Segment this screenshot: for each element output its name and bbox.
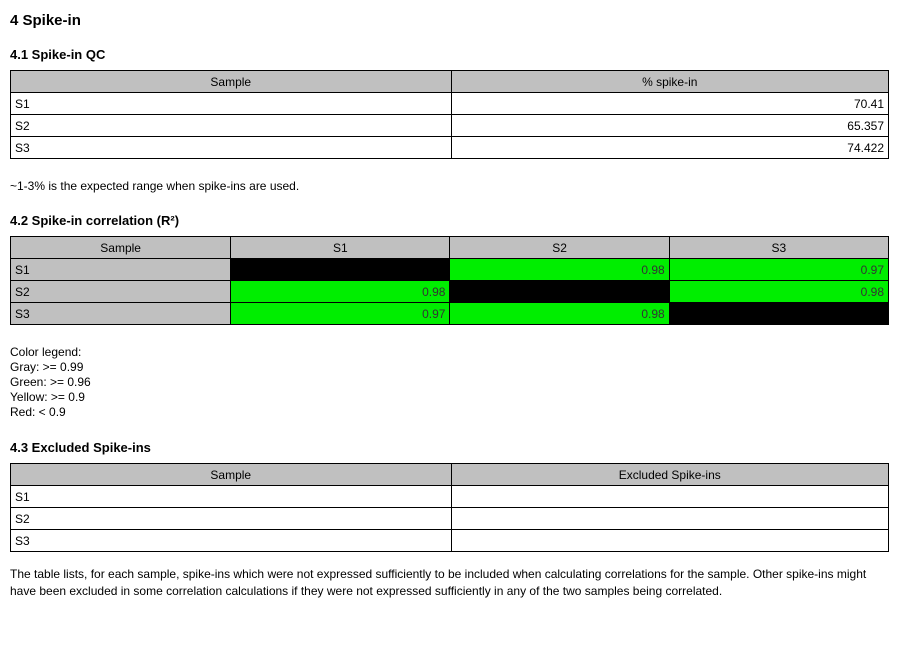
cell-sample: S2 <box>11 281 231 303</box>
table-row <box>11 508 889 530</box>
cell-excluded-spike-ins <box>451 508 889 530</box>
cell-spike-in-pct: 74.422 <box>451 137 889 159</box>
qc-section-title: 4.1 Spike-in QC <box>10 47 106 62</box>
table-row <box>11 486 889 508</box>
table-row <box>11 303 889 325</box>
column-header-s3: S3 <box>669 237 888 259</box>
cell-sample: S1 <box>11 259 231 281</box>
legend-entry-yellow: Yellow: >= 0.9 <box>10 390 85 404</box>
column-header-s1: S1 <box>231 237 450 259</box>
table-row <box>11 530 889 552</box>
cell-sample: S3 <box>11 303 231 325</box>
color-legend <box>10 345 909 420</box>
table-header-row <box>11 71 889 93</box>
cell-spike-in-pct: 70.41 <box>451 93 889 115</box>
table-row <box>11 115 889 137</box>
cell-sample: S2 <box>11 115 452 137</box>
cell-correlation: 0.98 <box>669 281 888 303</box>
legend-title: Color legend: <box>10 345 82 359</box>
cell-sample: S2 <box>11 508 452 530</box>
cell-spike-in-pct: 65.357 <box>451 115 889 137</box>
cell-correlation: 0.97 <box>669 259 888 281</box>
table-row <box>11 93 889 115</box>
cell-correlation: 0.98 <box>450 303 669 325</box>
cell-sample: S3 <box>11 137 452 159</box>
cell-sample: S3 <box>11 530 452 552</box>
column-header-sample: Sample <box>11 237 231 259</box>
column-header-spike-in-pct: % spike-in <box>451 71 889 93</box>
legend-entry-red: Red: < 0.9 <box>10 405 66 419</box>
cell-sample: S1 <box>11 486 452 508</box>
excluded-spike-ins-table <box>10 463 889 552</box>
excluded-section-title: 4.3 Excluded Spike-ins <box>10 440 151 455</box>
cell-correlation <box>231 259 450 281</box>
cell-correlation: 0.97 <box>231 303 450 325</box>
table-row <box>11 137 889 159</box>
cell-excluded-spike-ins <box>451 530 889 552</box>
cell-correlation: 0.98 <box>450 259 669 281</box>
correlation-section-title: 4.2 Spike-in correlation (R²) <box>10 213 180 228</box>
table-row <box>11 281 889 303</box>
legend-entry-green: Green: >= 0.96 <box>10 375 91 389</box>
column-header-s2: S2 <box>450 237 669 259</box>
table-header-row <box>11 237 889 259</box>
cell-correlation <box>669 303 888 325</box>
legend-entry-gray: Gray: >= 0.99 <box>10 360 84 374</box>
spike-in-correlation-table <box>10 236 889 325</box>
page-title: 4 Spike-in <box>10 12 81 29</box>
qc-note: ~1-3% is the expected range when spike-ins are used. <box>10 179 300 193</box>
cell-sample: S1 <box>11 93 452 115</box>
column-header-excluded-spike-ins: Excluded Spike-ins <box>451 464 889 486</box>
cell-correlation: 0.98 <box>231 281 450 303</box>
table-header-row <box>11 464 889 486</box>
column-header-sample: Sample <box>11 71 452 93</box>
excluded-footnote: The table lists, for each sample, spike-ins which were not expressed sufficiently to be included when calculating correlations for the sample. Other spike-ins might have been excluded in some correlation calculations if they were not expressed sufficiently in any of the two samples being correlated. <box>10 567 867 598</box>
column-header-sample: Sample <box>11 464 452 486</box>
cell-correlation <box>450 281 669 303</box>
spike-in-qc-table <box>10 70 889 159</box>
cell-excluded-spike-ins <box>451 486 889 508</box>
table-row <box>11 259 889 281</box>
